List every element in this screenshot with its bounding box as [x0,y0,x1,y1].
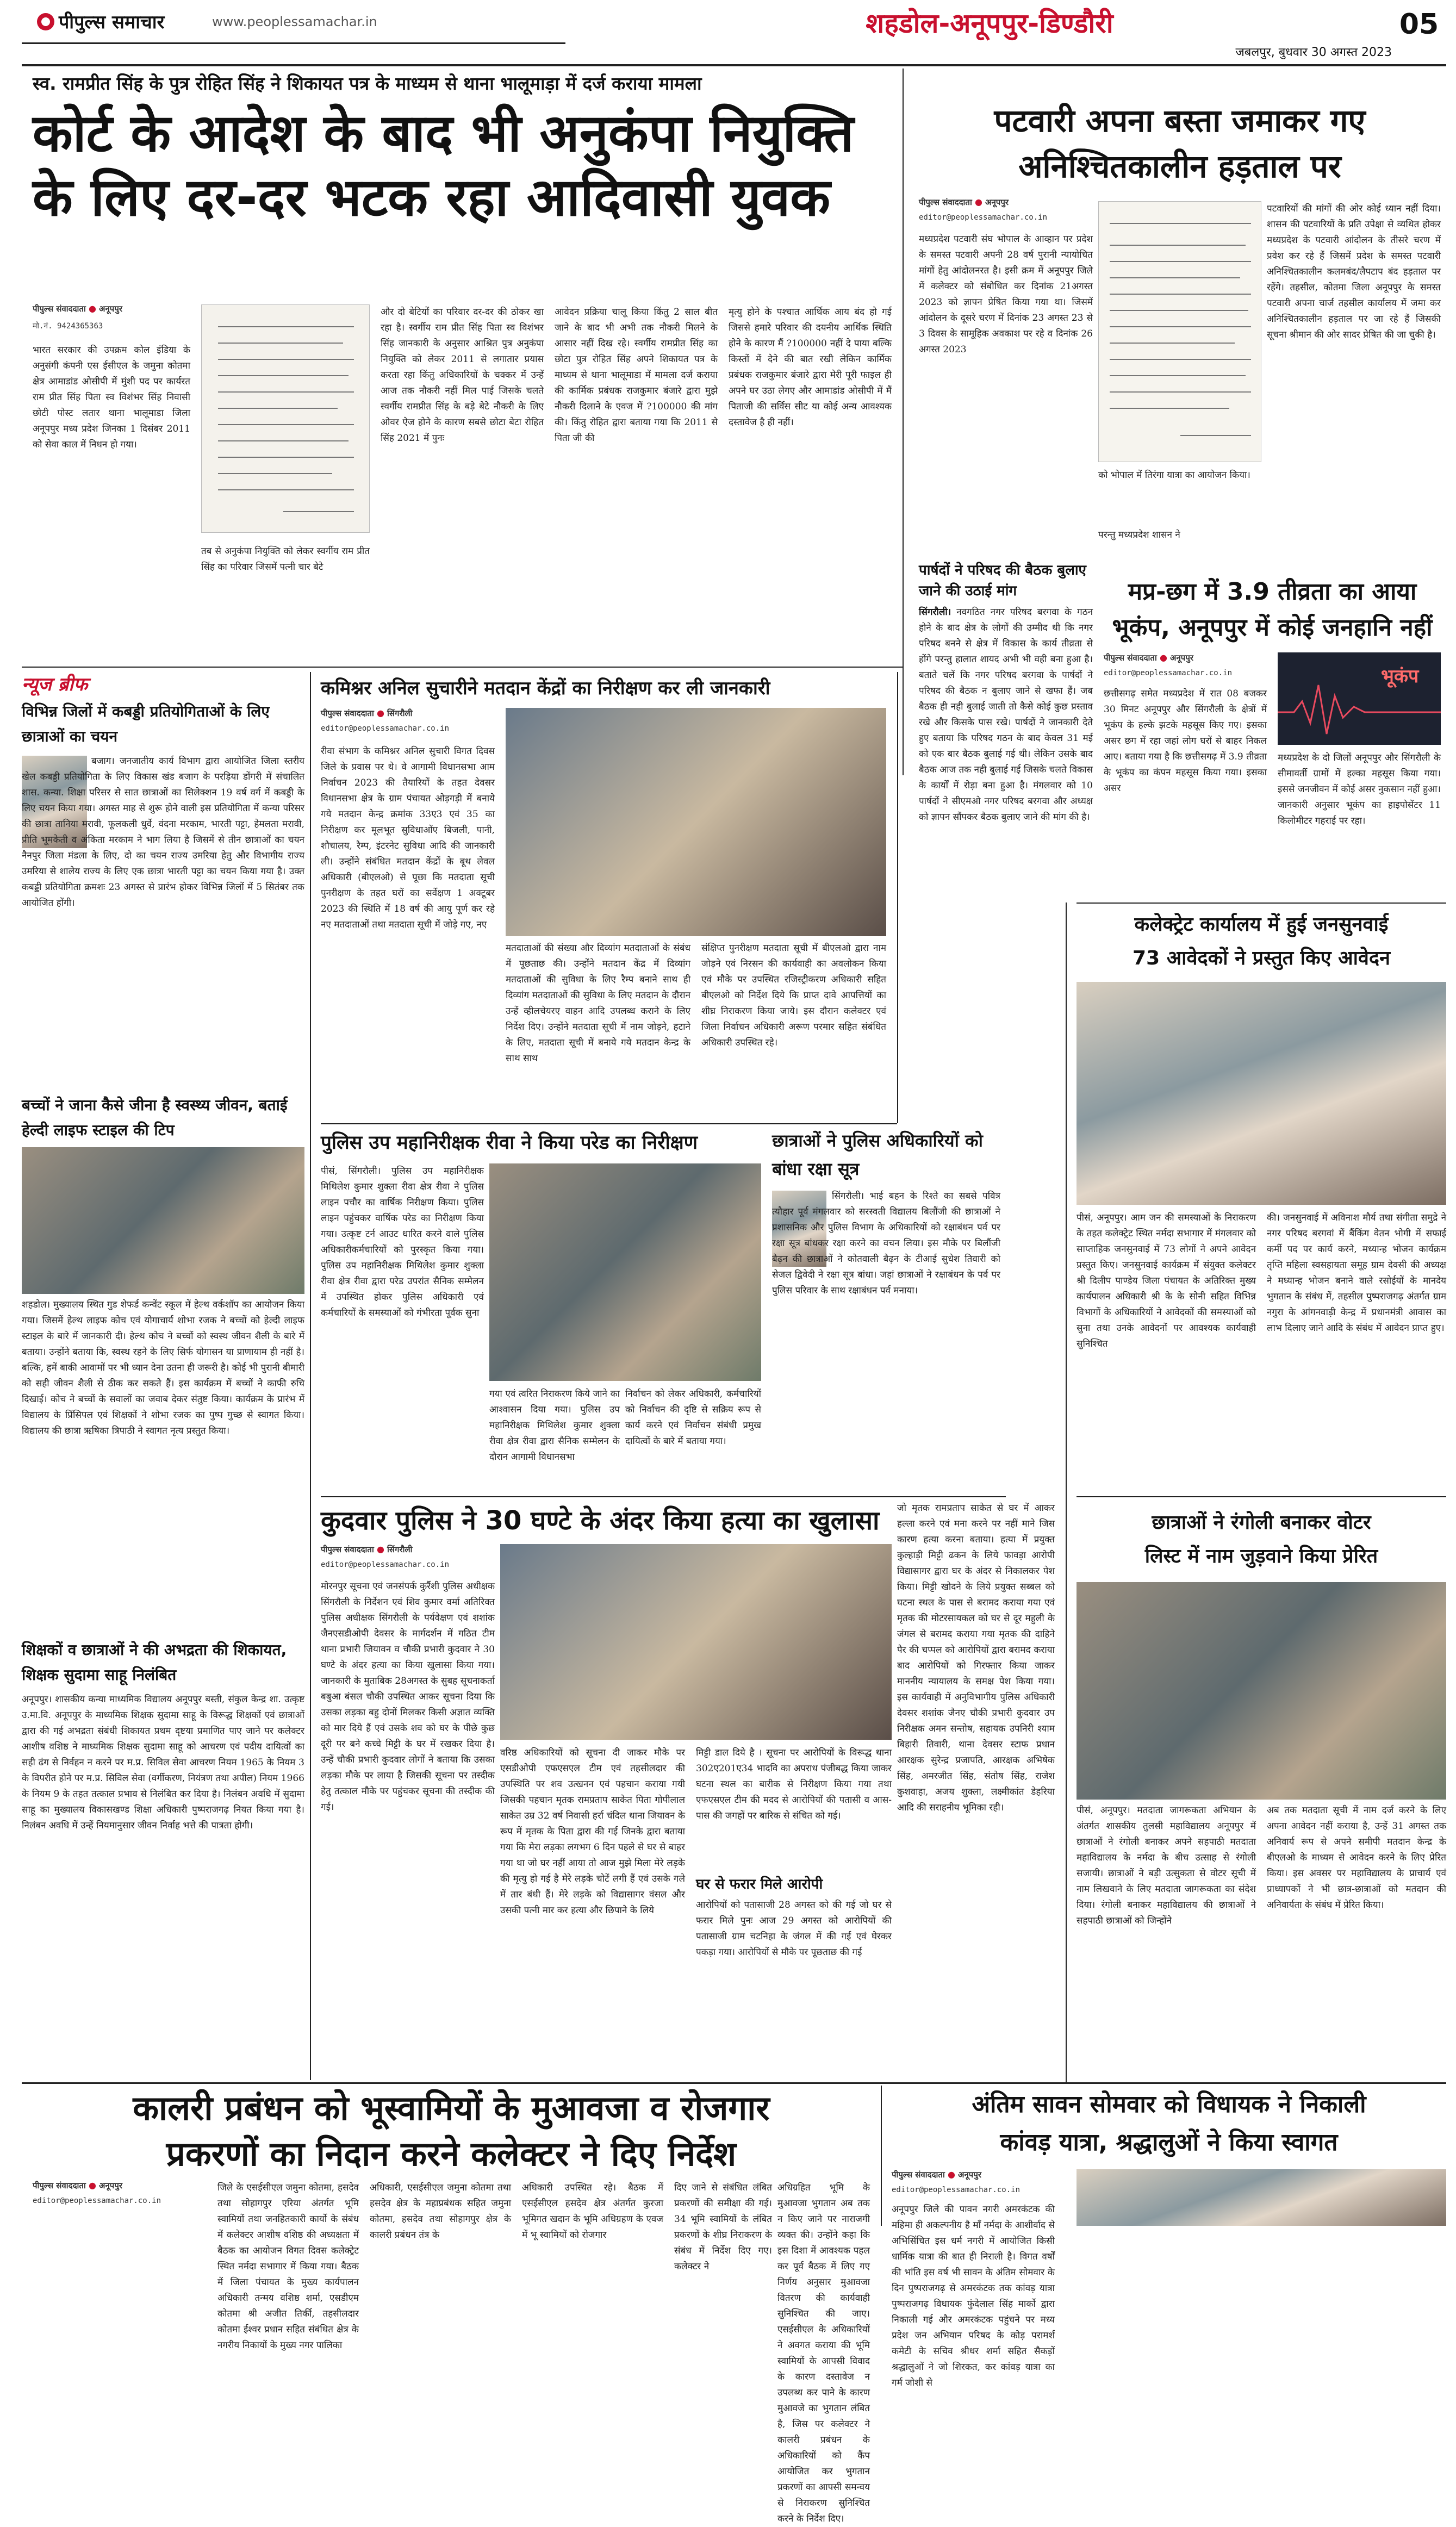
earthquake-graphic-label: भूकंप [1381,665,1419,687]
byline: पीपुल्स संवाददाता [919,197,972,207]
rangoli-headline [1077,1506,1446,1577]
patwari-col2a: को भोपाल में तिरंगा यात्रा का आयोजन किया। [1098,470,1250,481]
page-number: 05 [1399,8,1439,41]
top-rule [22,64,1446,66]
patwari-email[interactable]: editor@peoplessamachar.co.in [919,213,1048,222]
byline: पीपुल्स संवाददाता [892,2170,945,2180]
health-headline: बच्चों ने जाना कैसे जीना है स्वस्थ्य जीवन, बताई हेल्दी लाइफ स्टाइल की टिप [22,1096,288,1139]
kanwar-col1: अनूपपुर जिले की पावन नगरी अमरकंटक की महिमा ही अकल्पनीय है माँ नर्मदा के आशीर्वाद से अभिसिंचित इस धर्म नगरी में आयोजित किसी धार्मिक यात्रा की बात ही निराली है। विगत वर्षों की भांति इस वर्ष भी सावन के अंतिम सोमवार के दिन पुष्पराजगढ़ से अमरकंटक तक कांवड़ यात्रा पुष्पराजगढ़ विधायक फुंदेलाल सिंह मार्को द्वारा निकाली गई और अमरकंटक पहुंचने पर मध्य प्रदेश जन अभियान परिषद के कोड़ परामर्श कमेटी के सचिव श्रीधर शर्मा सहित सैकड़ों श्रद्धालुओं ने जो शिरकत, कर कांवड़ यात्रा का गर्म जोशी से [892,2204,1055,2388]
kabaddi-headline: विभिन्न जिलों में कबड्डी प्रतियोगिताओं के लिए छात्राओं का चयन [22,702,270,745]
newsbrief-title: न्यूज ब्रीफ [22,674,88,695]
story1-col3: और दो बेटियों का परिवार दर-दर की ठोकर खा रहा है। स्वर्गीय राम प्रीत सिंह पिता स्व विशंभर सिंह जानकारी के अनुसार आश्रित पुत्र अनुकंपा नियुक्ति को लेकर 2011 से लगातार प्रयास करता रहा किंतु अधिकारियों के चक्कर में उन्हें आज तक नौकरी नहीं मिल पाई जिसके चलते स्वर्गीय रामप्रीत सिंह के बड़े बेटे नौकरी के लिए ओवर ऐज होने के कारण सबसे छोटा बेटा रोहित सिंह 2021 में पुनः [381,307,544,444]
section-rule [321,1496,1006,1497]
column-divider [897,672,898,1123]
rakhi-text: सिंगरौली। भाई बहन के रिश्ते का सबसे पवित्र त्यौहार पूर्व मंगलवार को सरस्वती विद्यालय बिलौंजी की छात्राओं ने प्रशासनिक और पुलिस विभाग के अधिकारियों को रक्षाबंधन पर्व पर रक्षा सूत्र बांधकर रक्षा करने का वचन लिया। इस मौके पर बिलौंजी बैढ़न की छात्राओं ने कोतवाली बैढ़न के टीआई सुधेश तिवारी को सेजल द्विवेदी ने रक्षा सूत्र बांधा। जहां छात्राओं ने रक्षाबंधन के पर्व पर पुलिस परिवार के साथ रक्षाबंधन पर्व मनाया। [772,1191,1000,1296]
section-title: शहडोल-अनूपपुर-डिण्डौरी [866,8,1113,39]
kalari-col4: दिए जाने से संबंधित लंबित प्रकरणों की समीक्षा की गई। 34 भूमि स्वामियों के लंबित प्रकरणों के शीघ्र निराकरण के संबंध में निर्देश दिए गए। कलेक्टर ने [674,2182,772,2272]
dot-icon: ● [88,2180,96,2190]
location: अनूपपुर [1170,653,1193,663]
jansunwai-photo [1077,982,1446,1205]
teacher-text: अनूपपुर। शासकीय कन्या माध्यमिक विद्यालय अनूपपुर बस्ती, संकुल केन्द्र शा. उत्कृष्ट उ.मा.वि. अनूपपुर के माध्यमिक शिक्षक सुदामा साहू के विरूद्ध शिक्षकों एवं छात्राओं द्वारा की गई अभद्रता संबंधी शिकायत प्रथम दृष्टया प्रमाणित पाए जाने पर कलेक्टर आशीष वशिष्ठ ने माध्यमिक शिक्षक सुदामा साहू को आचरण एवं पदीय दायित्वों का सही ढंग से निर्वहन न करने पर म.प्र. सिविल सेवा आचरण नियम 1965 के नियम 3 के विपरीत होने पर म.प्र. सिविल सेवा (वर्गीकरण, नियंत्रण तथा अपील) नियम 1966 के नियम 9 के तहत तत्काल प्रभाव से निलंबित कर दिया है। निलंबन अवधि में सुदामा साहू का मुख्यालय विकासखण्ड शिक्षा अधिकारी पुष्पराजगढ़ नियत किया गया है। निलंबन अवधि में उन्हें नियमानुसार जीवन निर्वाह भत्ते की पात्रता होगी। [22,1694,304,1831]
dig-col2: गया एवं त्वरित निराकरण किये जाने का आश्वासन दिया गया। पुलिस उप महानिरीक्षक मिथिलेश कुमार शुक्ला रीवा क्षेत्र रीवा द्वारा सैनिक सम्मेलन के दौरान आगामी विधानसभा [489,1389,620,1462]
rangoli-col1: पीसं, अनूपपुर। मतदाता जागरूकता अभियान के अंतर्गत शासकीय तुलसी महाविद्यालय अनूपपुर में छात्राओं ने रंगोली बनाकर अपने सहपाठी मतदाता महाविद्यालय के नर्मदा के बीच उत्साह से रंगोली सजायी। छात्राओं ने बड़ी उत्सुकता से वोटर सूची में नाम लिखवाने के लिए मतदाता जागरूकता का संदेश दिया। रंगोली बनाकर महाविद्यालय की छात्राओं ने सहपाठी छात्राओं को जिन्होंने [1077,1805,1256,1926]
parade-photo [489,1163,761,1381]
murder-subhead: घर से फरार मिले आरोपी [696,1876,823,1893]
location: सिंगरौली [387,708,413,718]
earthquake-graphic [1278,652,1441,745]
dot-icon: ● [974,197,982,207]
murder-subtext: आरोपियों को पतासाजी 28 अगस्त को की गई जो घर से फरार मिले पुनः आज 29 अगस्त को आरोपियों की पतासाजी ग्राम चटनिहा के जंगल में की गई एवं घेरकर पकड़ा गया। आरोपियों से मौके पर पूछताछ की गई [696,1900,892,1958]
jansunwai-headline [1077,908,1446,979]
kalari-col3: अधिकारी उपस्थित रहे। बैठक में एसईसीएल हसदेव क्षेत्र अंतर्गत कुरजा भूमिगत खदान के भूमि अधिग्रहण के एवज में भू स्वामियों को रोजगार [522,2182,663,2240]
masthead-rule [22,42,565,44]
commissioner-photo [506,708,886,936]
earthquake-headline [1104,574,1441,650]
parshad-body: नवगठित नगर परिषद बरगवा के गठन होने के बाद क्षेत्र के लोगों की उम्मीद थी कि नगर परिषद बनने से क्षेत्र में विकास के कार्य तीव्रता से होंगे परन्तु हालात शायद अभी भी वही बना हुआ है। बताते चलें कि नगर परिषद बरगवा के पार्षदों ने परिषद की बैठक न बुलाए जाने से खफा हैं। जब बैठक ही नही बुलाई जाती तो कैसे कोई कुछ प्रस्ताव रखे और किसके पास रखे। पार्षदों ने जानकारी देते हुए बताया कि परिषद गठन के बाद केवल 31 मई को एक बार बैठक बुलाई गई थी। लेकिन उसके बाद बैठक आज तक नही बुलाई गई जिसके चलते विकास के कार्यों में रोड़ा बना हुआ है। मंगलवार को 10 पार्षदों ने सीएमओ नगर परिषद बरगवा और अध्यक्ष को ज्ञापन सौंपकर बैठक बुलाए जाने की मांग की है। [919,607,1093,823]
patwari-memo-image [1098,201,1261,462]
murder-right-col: जो मृतक रामप्रताप साकेत से घर में आकर हल्ला करने एवं मना करने पर नहीं माने जिस कारण हत्या करना बताया। हत्या में प्रयुक्त कुल्हाड़ी मिट्टी ढकन के लिये फावड़ा आरोपी विद्यासागर द्वारा घर के अंदर से निकालकर पेश किया। मिट्टी खोदने के लिये प्रयुक्त सब्बल को घटना स्थल के पास से बरामद कराया गया एवं मृतक की मोटरसायकल को घर से दूर महुली के जंगल से बरामद कराया गया मृतक की दाहिने पैर की चप्पल को आरोपियों द्वारा बरामद कराया बाद आरोपियों को गिरफ्तार किया जाकर माननीय न्यायालय के समक्ष पेश किया गया। इस कार्यवाही में अनुविभागीय पुलिस अधिकारी देवसर शशांक जैनए चौकी प्रभारी कुदवार उप निरीक्षक अमन सन्तोष, सहायक उपनिरी श्याम बिहारी तिवारी, थाना देवसर स्टाफ प्रधान आरक्षक सुरेन्द्र प्रजापति, आरक्षक अभिषेक सिंह, अमरजीत सिंह, संतोष सिंह, राजेश कुशवाहा, अजय शुक्ला, लक्ष्मीकांत डेहरिया आदि की सराहनीय भूमिका रही। [897,1503,1055,1813]
logo[interactable] [33,5,196,38]
story1-col5: मृत्यु होने के पश्चात आर्थिक आय बंद हो गई जिससे हमारे परिवार की दयनीय आर्थिक स्थिति होने के कारण मैं ?100000 नहीं दे पाया बल्कि किस्तों में देने की बात रखी लेकिन कार्मिक प्रबंधक राजकुमार बंजारे द्वारा मेरी पूरी फाइल ही अपने घर उठा लेगए और आमाडांड ओसीपी में मैं पिताजी की सर्विस सीट या कोई अन्य आवश्यक दस्तावेज है ही नहीं। [729,307,892,428]
location: अनूपपुर [985,197,1009,207]
kanwar-email[interactable]: editor@peoplessamachar.co.in [892,2186,1021,2194]
kanwar-headline-line1: अंतिम सावन सोमवार को विधायक ने निकाली [972,2090,1366,2118]
byline: पीपुल्स संवाददाता [321,708,374,718]
murder-col4: मिट्टी डाल दिये है । सूचना पर आरोपियों के विरूद्ध थाना 302ए201ए34 भादवि का अपराध पंजीबद्ध किया जाकर घटना स्थल का बारीक से निरीक्षण किया गया तथा एफएसएल टीम की मदद से आरोपियों की पतासी व आस-पास की जगहों पर बारिक से संचित को गई। [696,1747,892,1821]
story1-headline [33,101,892,237]
masthead [0,0,1456,65]
byline: पीपुल्स संवाददाता [33,304,86,314]
kalari-col2: अधिकारी, एसईसीएल जमुना कोतमा तथा हसदेव क्षेत्र के महाप्रबंधक सहित जमुना कोतमा, हसदेव तथा सोहागपुर क्षेत्र के कालरी प्रबंधन तंत्र के [370,2182,511,2240]
story1-headline-line1: कोर्ट के आदेश के बाद भी अनुकंपा नियुक्ति [33,103,854,164]
story1-col2: तब से अनुकंपा नियुक्ति को लेकर स्वर्गीय राम प्रीत सिंह का परिवार जिसमें पत्नी चार बेटे [201,546,370,572]
earthquake-email[interactable]: editor@peoplessamachar.co.in [1104,669,1233,677]
section-rule [1077,902,1446,904]
earthquake-headline-line2: भूकंप, अनूपपुर में कोई जनहानि नहीं [1112,614,1433,642]
column-divider [903,69,904,775]
murder-headline: कुदवार पुलिस ने 30 घण्टे के अंदर किया हत्या का खुलासा [321,1505,880,1536]
newsbrief-label [22,672,304,697]
story1-mobile: मो.नं. 9424365363 [33,322,103,331]
document-scan-icon [1099,202,1262,463]
rakhi-headline: छात्राओं ने पुलिस अधिकारियों को बांधा रक्षा सूत्र [772,1130,983,1179]
jansunwai-col2: की। जनसुनवाई में अविनाश मौर्य तथा संगीता समुद्रे ने नगर परिषद बरगवां में बैंकिंग वेतन भोगी में सफाई कर्मी पद पर कार्य करने, मध्यान्ह भोजन कार्यक्रम तृप्ति महिला स्वसहायता समूह ग्राम देवसी की अध्यक्ष ने मध्यान्ह भोजन बनाने वाले रसोईयों के मानदेय भुगतान के संबंध में, तहसील पुष्पराजगढ़ अंतर्गत ग्राम नगुरा के आंगनवाड़ी केन्द्र में प्रधानमंत्री आवास का लाभ दिलाए जाने आदि के संबंध में आवेदन प्राप्त हुए। [1267,1212,1446,1334]
kanwar-photo [1077,2169,1446,2226]
kabaddi-text: बजाग। जनजातीय कार्य विभाग द्वारा आयोजित जिला स्तरीय खेल कबड्डी प्रतियोगिता के लिए विकास खंड बजाग के परड़िया डोंगरी में संचालित शास. कन्या. शिक्षा परिसर से सात छात्राओं का सिलेक्शन 19 वर्ष वर्ग में कबड्डी के लिए चयन किया गया। अगस्त माह से शुरू होने वाली इस प्रतियोगिता में कन्या परिसर की छात्रा तानिया मरावी, फूलकली धुर्वे, वंदना मरकाम, भारती पट्टा, हेमलता मरावी, प्रीति भूमकेती व अंकिता मरकाम ने भाग लिया है जिसमें से तीन छात्राओं का चयन नैनपुर जिला मंडला के लिए, दो का चयन राज्य उमरिया हेतु और विभागीय राज्य उमरिया से शालेय राज्य के लिए एक छात्रा भारती पट्टा का चयन किया गया है। उक्त कबड्डी प्रतियोगिता क्रमशः 23 अगस्त से प्रारंभ होकर विभिन्न जिलों में 5 सितंबर तक आयोजित होंगी। [22,756,304,908]
earthquake-byline [1104,652,1278,668]
byline: पीपुल्स संवाददाता [33,2181,86,2190]
earthquake-headline-line1: मप्र-छग में 3.9 तीव्रता का आया [1128,578,1417,606]
commissioner-headline: कमिश्नर अनिल सुचारीने मतदान केंद्रों का निरीक्षण कर ली जानकारी [321,677,770,699]
dot-icon: ● [376,708,384,718]
kalari-headline-line2: प्रकरणों का निदान करने कलेक्टर ने दिए निर्देश [166,2134,737,2174]
story1-kicker: स्व. रामप्रीत सिंह के पुत्र रोहित सिंह ने शिकायत पत्र के माध्यम से थाना भालूमाड़ा में दर्ज कराया मामला [33,73,702,94]
section-rule [1077,1496,1446,1497]
rangoli-headline-line1: छात्राओं ने रंगोली बनाकर वोटर [1152,1511,1371,1534]
health-workshop-photo [22,1147,304,1294]
earthquake-col1: छत्तीसगढ़ समेत मध्यप्रदेश में रात 08 बजकर 30 मिनट अनूपपुर और सिंगरौली के क्षेत्रों में भूकंप के हल्के झटके महसूस किए गए। इसका असर छग में रहा जहां लोग घरों से बाहर निकल आए। बताया गया है कि छत्तीसगढ़ में 3.9 तीव्रता के भूकंप का कंपन महसूस किया गया। इसका असर [1104,688,1267,794]
commissioner-col3: संक्षिप्त पुनरीक्षण मतदाता सूची में बीएलओ द्वारा नाम जोड़ने एवं निरसन की कार्यवाही का अवलोकन किया एवं मौके पर उपस्थित रजिस्ट्रीकरण अधिकारी सहित बीएलओ को निर्देश दिये कि प्राप्त दावे आपत्तियों का शीघ्र निराकरण किया जाये। इस दौरान कलेक्टर एवं जिला निर्वाचन अधिकारी अरूण परमार सहित संबंधित अधिकारी उपस्थित रहे। [701,943,886,1048]
section-rule [321,1123,897,1124]
location: अनूपपुर [99,2181,122,2190]
kalari-email[interactable]: editor@peoplessamachar.co.in [33,2196,161,2205]
patwari-col3: पटवारियों की मांगों की ओर कोई ध्यान नहीं दिया। शासन की पटवारियों के प्रति उपेक्षा से व्यथित होकर मध्यप्रदेश के पटवारी आंदोलन के तीसरे चरण में प्रवेश कर रहे हैं जिसमें प्रदेश के समस्त पटवारी अनिश्चितकालीन कलमबंद/लैपटाप बंद हड़ताल पर रहेंगे। तहसील, कोतमा जिला अनूपपुर के समस्त पटवारी अपना चार्ज तहसील कार्यालय में जमा कर अनिश्चितकालीन हड़ताल पर जा रहे हैं जिसकी सूचना श्रीमान की ओर सादर प्रेषित की जा चुकी है। [1267,203,1441,340]
complaint-letter-image [201,304,370,533]
column-divider [881,2086,882,2226]
murder-email[interactable]: editor@peoplessamachar.co.in [321,1560,450,1569]
logo-mark [33,5,196,38]
location: अनूपपुर [99,304,122,314]
byline: पीपुल्स संवाददाता [1104,653,1157,663]
murder-mid-col: वरिष्ठ अधिकारियों को सूचना दी जाकर मौके पर एसडीओपी एफएसएल टीम एवं तहसीलदार की उपस्थिति पर शव उत्खनन एवं पहचान कराया गयी जिसकी पहचान मृतक रामप्रताप साकेत पिता गोपीलाल साकेत उम्र 32 वर्ष निवासी हर्रा चंदिल थाना जियावन के रूप में मृतक के पिता द्वारा की गई जिनके द्वारा बताया गया कि मेरा लड़का लगभग 6 दिन पहले से घर से बाहर गया था जो घर नहीं आया तो आज मुझे मिला मेरे लड़के की मृत्यु हो गई है मेरे लड़के चोटें लगी हैं एवं उसके गले में तार बंधी हैं। मेरे लड़के को विद्यासागर वंसल और उसकी पत्नी मार कर हत्या और छिपाने के लिये [500,1747,685,1916]
kanwar-byline [892,2169,1066,2184]
column-divider [1066,902,1067,2082]
patwari-col1: मध्यप्रदेश पटवारी संघ भोपाल के आव्हान पर प्रदेश के समस्त पटवारी अपनी 28 वर्ष पुरानी न्यायोचित मांगों हेतु आंदोलनरत है। इसी क्रम में अनूपपुर जिले में कलेक्टर को संबोधित कर दिनांक 21अगस्त 2023 को ज्ञापन प्रेषित किया गया था। जिसमें आंदोलन के दूसरे चरण में दिनांक 23 अगस्त 23 से 3 दिवस के सामूहिक अवकाश पर रहे व दिनांक 26 अगस्त 2023 [919,234,1093,355]
murder-byline [321,1544,495,1559]
location: सिंगरौली [387,1545,413,1554]
dig-headline: पुलिस उप महानिरीक्षक रीवा ने किया परेड का निरीक्षण [321,1132,698,1154]
story1-byline [33,303,190,320]
jansunwai-col1: पीसं, अनूपपुर। आम जन की समस्याओं के निराकरण के तहत कलेक्ट्रेट स्थित नर्मदा सभागार में मंगलवार को साप्ताहिक जनसुनवाई में 73 लोगों ने अपने आवेदन प्रस्तुत किए। जनसुनवाई कार्यक्रम में संयुक्त कलेक्टर श्री दिलीप पाण्डेय जिला पंचायत के अतिरिक्त मुख्य कार्यपालन अधिकारी श्री के के सोनी सहित विभिन्न विभागों के अधिकारियों ने आवेदकों की समस्याओं को सुना तथा उनके आवेदनों पर आवश्यक कार्यवाही सुनिश्चित [1077,1212,1256,1349]
dot-icon: ● [376,1544,384,1554]
kalari-col5: अधिग्रहित भूमि के मुआवजा भुगतान अब तक न किए जाने पर नाराजगी व्यक्त की। उन्होंने कहा कि इस दिशा में आवश्यक पहल कर पूर्व बैठक में लिए गए निर्णय अनुसार मुआवजा वितरण की कार्यवाही सुनिश्चित की जाए। एसईसीएल के अधिकारियों ने अवगत कराया की भूमि स्वामियों के आपसी विवाद के कारण दस्तावेज न उपलब्ध कर पाने के कारण मुआवजे का भुगतान लंबित है, जिस पर कलेक्टर ने कालरी प्रबंधन के अधिकारियों को कैंप आयोजित कर भुगतान प्रकरणों का आपसी समन्वय से निराकरण सुनिश्चित करने के निर्देश दिए। [777,2182,870,2524]
dig-col1: पीसं, सिंगरौली। पुलिस उप महानिरीक्षक मिथिलेश कुमार शुक्ला रीवा क्षेत्र रीवा ने पुलिस लाइन पचौर का वार्षिक निरीक्षण किया। पुलिस लाइन पहुंचकर वार्षिक परेड का निरीक्षण किया गया। उत्कृष्ट टर्न आउट धारित करने वाले पुलिस अधिकारीकर्मचारियों को पुरस्कृत किया गया। पुलिस उप महानिरीक्षक मिथिलेश कुमार शुक्ला रीवा क्षेत्र रीवा द्वारा परेड उपरांत सैनिक सम्मेलन में उपस्थित होकर पुलिस अधिकारी एवं कर्मचारियों के समस्याओं को गंभीरता पूर्वक सुना [321,1166,484,1318]
dig-col3: निर्वाचन को लेकर अधिकारी, कर्मचारियों को निर्वाचन की दृष्टि से सक्रिय रूप से कार्य करने एवं निर्वाचन संबंधी प्रमुख दायित्वों के बारे में बताया गया। [625,1389,761,1447]
accused-photo [500,1544,892,1740]
kanwar-headline [892,2086,1446,2167]
patwari-headline-line2: अनिश्चितकालीन हड़ताल पर [1018,148,1341,185]
commissioner-email[interactable]: editor@peoplessamachar.co.in [321,724,450,733]
earthquake-col2: मध्यप्रदेश के दो जिलों अनूपपुर और सिंगरौली के सीमावर्ती ग्रामों में हल्का महसूस किया गया। इससे जनजीवन में कोई असर नुकसान नहीं हुआ। जानकारी अनुसार भूकंप का हाइपोसेंटर 11 किलोमीटर गहराई पर रहा। [1278,752,1441,826]
jansunwai-headline-line2: 73 आवेदकों ने प्रस्तुत किए आवेदन [1133,947,1390,969]
story1-col1: भारत सरकार की उपक्रम कोल इंडिया के अनुसंगी कंपनी एस ईसीएल के जमुना कोतमा क्षेत्र आमाडांड ओसीपी में मुंशी पद पर कार्यरत राम प्रीत सिंह पिता स्व विशंभर सिंह निवासी छोटी पोस्ट लतार थाना भालूमाडा जिला अनूपपुर मध्य प्रदेश जिनका 1 दिसंबर 2011 को सेवा काल में निधन हो गया। [33,345,190,450]
section-rule [22,667,903,668]
dot-icon: ● [1159,652,1167,663]
patwari-col2b: परन्तु मध्यप्रदेश शासन ने [1098,530,1180,540]
section-rule [22,2082,1446,2084]
commissioner-col1: रीवा संभाग के कमिश्नर अनिल सुचारी विगत दिवस जिले के प्रवास पर थे। वे आगामी विधानसभा आम निर्वाचन 2023 की तैयारियों के तहत देवसर विधानसभा क्षेत्र के ग्राम पंचायत ओड़गड़ी में बनाये गये मतदान केन्द्र क्रमांक 33ए3 एवं 35 का निरीक्षण कर मूलभूत सुविधाओंए बिजली, पानी, शौचालय, रैम्प, इंटरनेट सुविधा आदि की जानकारी ली। उन्होंने संबंधित मतदान केंद्रों के बूथ लेवल अधिकारी (बीएलओ) से पूछा कि मतदाता सूची पुनरीक्षण के तहत घरों का सर्वेक्षण 1 अक्टूबर 2023 की स्थिति में 18 वर्ष की आयु पूर्ण कर रहे नए मतदाताओं तथा मतदाता सूची में जोड़े गए, नए [321,746,495,930]
kalari-headline [33,2086,870,2178]
kanwar-headline-line2: कांवड़ यात्रा, श्रद्धालुओं ने किया स्वागत [1000,2128,1338,2156]
parshad-dateline: सिंगरौली। [919,607,951,618]
murder-left-col: मोरनपुर सूचना एवं जनसंपर्क कुर्रैशी पुलिस अधीक्षक सिंगरौली के निर्देशन एवं शिव कुमार वर्मा अतिरिक्त पुलिस अधीक्षक सिंगरौली के पर्यवेक्षण एवं शशांक जैनएसडीओपी देवसर के मार्गदर्शन में गठित टीम थाना प्रभारी जियावन व चौकी प्रभारी कुदवार ने 30 घण्टे के अंदर हत्या का किया खुलासा किया गया। जानकारी के मुताबिक 28अगस्त के सुबह सूचनाकर्ता बबुआ बंसल चौकी उपस्थित आकर सूचना दिया कि उसका लड़का बहु दोनों मिलकर किसी अज्ञात व्यक्ति को मार दिये हैं एवं उसके शव को घर के पीछे कुछ दूरी पर बने कच्चे मिट्टी के घर में रखकर दिया है। उन्हें चौकी प्रभारी कुदवार लोगों ने बताया कि उसका लड़का मौके पर लाया है जिसकी सूचना पर तस्दीक हेतु तत्काल मौके पर पहुंचकर सूचना की तस्दीक की गई। [321,1581,495,1813]
kalari-col1: जिले के एसईसीएल जमुना कोतमा, हसदेव तथा सोहागपुर एरिया अंतर्गत भूमि स्वामियों तथा जनहितकारी कार्यो के संबंध में कलेक्टर आशीष वशिष्ठ की अध्यक्षता में बैठक का आयोजन विगत दिवस कलेक्ट्रेट स्थित नर्मदा सभागार में किया गया। बैठक में जिला पंचायत के मुख्य कार्यपालन अधिकारी तन्मय वशिष्ठ शर्मा, एसडीएम कोतमा श्री अजीत तिर्की, तहसीलदार कोतमा ईश्वर प्रधान सहित संबंधित क्षेत्र के नगरीय निकायों के मुख्य नगर पालिका [217,2182,359,2351]
dateline: जबलपुर, बुधवार 30 अगस्त 2023 [1235,46,1392,59]
rangoli-col2: अब तक मतदाता सूची में नाम दर्ज करने के लिए अपना आवेदन नहीं कराया है, उन्हें 31 अगस्त तक अनिवार्य रूप से अपने समीपी मतदान केन्द्र के बीएलओ के माध्यम से आवेदन करने के लिए प्रेरित किया। इस अवसर पर महाविद्यालय के प्राचार्य एवं प्राध्यापकों ने भी छात्र-छात्राओं को मतदान की अनिवार्यता के संबंध में प्रेरित किया। [1267,1805,1446,1910]
site-url[interactable]: www.peoplessamachar.in [212,14,377,29]
patwari-headline [919,98,1441,196]
story1-col4: आवेदन प्रक्रिया चालू किया किंतु 2 साल बीत जाने के बाद भी अभी तक नौकरी मिलने के आसार नहीं दिख रहे। स्वर्गीय रामप्रीत सिंह का छोटा पुत्र रोहित सिंह अपने शिकायत पत्र के माध्यम से थाना भालूमाडा में मामला दर्ज कराया की कार्मिक प्रबंधक राजकुमार बंजारे द्वारा मुझे नौकरी दिलाने के एवज में ?100000 की मांग की। किंतु रोहित द्वारा बताया गया कि 2011 से पिता जी की [555,307,718,444]
kalari-headline-line1: कालरी प्रबंधन को भूस्वामियों के मुआवजा व रोजगार [133,2088,770,2128]
jansunwai-headline-line1: कलेक्ट्रेट कार्यालय में हुई जनसुनवाई [1134,913,1389,936]
rangoli-photo [1077,1582,1446,1800]
teacher-headline: शिक्षकों व छात्राओं ने की अभद्रता की शिकायत, शिक्षक सुदामा साहू निलंबित [22,1641,287,1684]
commissioner-col2: मतदाताओं की संख्या और दिव्यांग मतदाताओं के संबंध में पूछताछ की। उन्होंने मतदान केंद्र में दिव्यांग मतदाताओं की सुविधा के लिए रैम्प बनाने साथ ही दिव्यांग मतदाताओं की सुविधा के लिए मतदान के दौरान उन्हें व्हीलचेयरए वाहन आदि उपलब्ध कराने के लिए निर्देश दिए। उन्होंने मतदाता सूची में नाम जोड़ने, हटाने के लिए, मतदाता सूची में बनाये गये मतदान केन्द्र के साथ साथ [506,943,690,1064]
story1-headline-line2: के लिए दर-दर भटक रहा आदिवासी युवक [33,167,831,228]
parshad-text [919,605,1093,898]
location: अनूपपुर [958,2170,981,2180]
byline: पीपुल्स संवाददाता [321,1545,374,1554]
dot-icon: ● [947,2169,955,2180]
commissioner-byline [321,708,495,723]
rangoli-headline-line2: लिस्ट में नाम जुड़वाने किया प्रेरित [1144,1545,1378,1567]
health-text: शहडोल। मुख्यालय स्थित गुड शेफर्ड कन्वेंट स्कूल में हेल्थ वर्कशॉप का आयोजन किया गया। जिसमें हेल्थ लाइफ कोच एवं योगाचार्य शोभा रजक ने बच्चों को हेल्दी लाइफ स्टाइल के बारे में जानकारी दी। हेल्थ कोच ने बच्चों को स्वस्थ जीवन शैली के बारे में बताया। उन्होंने बताया कि, स्वस्थ रहने के लिए सिर्फ योगासन या प्राणायाम ही नहीं है। बल्कि, हमें बाकी आवामों पर भी ध्यान देना उतना ही जरूरी है। कोई भी पुरानी बीमारी को सही जीवन शैली से ठीक कर सकते हैं। इस कार्यक्रम में बच्चों ने काफी रुचि दिखाई। कोच ने बच्चों के सवालों का जवाब देकर संतुष्ट किया। कार्यक्रम के प्रारंभ में विद्यालय के प्रिंसिपल एवं शिक्षकों ने शोभा रजक का पुष्प गुच्छ से स्वागत किया। विद्यालय की छात्रा ऋषिका त्रिपाठी ने स्वागत नृत्य प्रस्तुत किया। [22,1299,304,1436]
logo-text: पीपुल्स समाचार [59,11,165,33]
dot-icon: ● [88,303,96,314]
patwari-headline-line1: पटवारी अपना बस्ता जमाकर गए [994,102,1366,139]
kalari-byline [33,2180,207,2195]
document-scan-icon [202,305,370,533]
column-divider [310,672,311,2080]
patwari-byline [919,197,1093,212]
parshad-headline: पार्षदों ने परिषद की बैठक बुलाए जाने की उठाई मांग [919,562,1086,599]
seismograph-icon [1278,652,1441,745]
